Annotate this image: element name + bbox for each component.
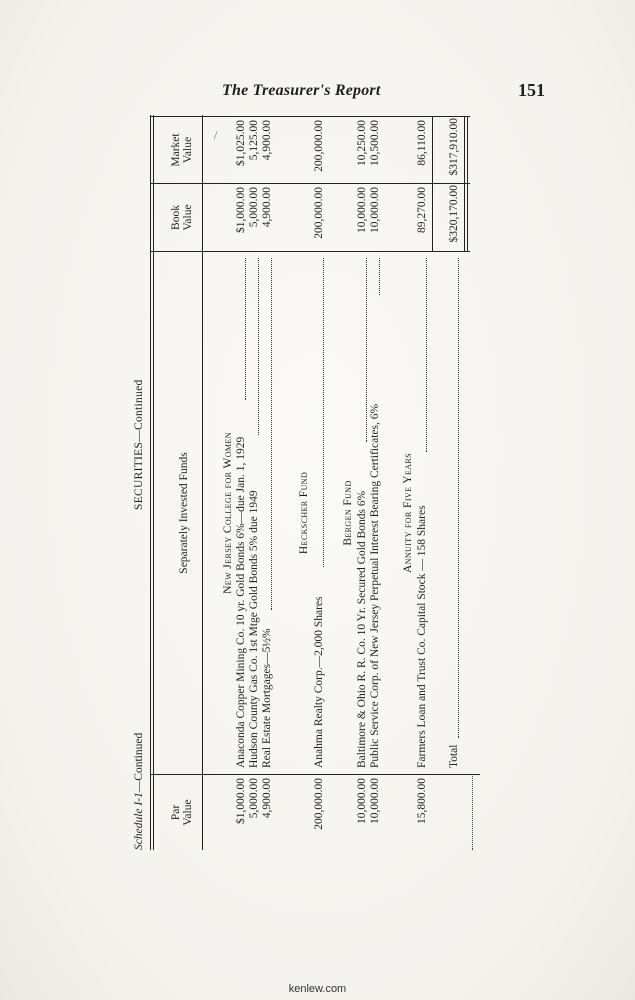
top-rule-double	[153, 115, 154, 850]
leader-dots	[258, 258, 259, 435]
schedule-label: Schedule I-1—Continued	[133, 732, 145, 850]
table-cell-book: 200,000.00	[313, 187, 325, 239]
leader-dots	[245, 258, 246, 400]
header-rule	[202, 115, 203, 850]
table-cell-book: 10,000.00	[369, 187, 381, 233]
pencil-mark: /	[214, 128, 218, 142]
table-cell-market: $1,025.00	[235, 120, 247, 166]
table-cell-description: Hudson County Gas Co. 1st Mtge Gold Bonds 5% due 1949	[248, 490, 260, 768]
table-cell-description: Baltimore & Ohio R. R. Co. 10 Yr. Secured Gold Bonds 6%	[356, 490, 368, 768]
table-cell-market: 5,125.00	[248, 120, 260, 161]
total-rule-double	[467, 117, 468, 251]
watermark: kenlew.com	[288, 983, 347, 995]
column-divider-market	[150, 183, 470, 184]
table-cell-par: $1,000.00	[235, 778, 247, 824]
table-cell-market: 10,250.00	[356, 120, 368, 166]
total-label: Total	[448, 744, 460, 768]
leader-dots	[366, 258, 367, 442]
table-cell-description: Farmers Loan and Trust Co. Capital Stock — 158 Shares	[416, 505, 428, 768]
table-cell-description: Real Estate Mortgages—5½%	[261, 628, 273, 768]
table-cell-book: $1,000.00	[235, 187, 247, 233]
subtotal-rule	[432, 117, 433, 251]
table-cell-market: 4,900.00	[261, 120, 273, 161]
leader-dots	[271, 258, 272, 610]
table-cell-book: 10,000.00	[356, 187, 368, 233]
page-number: 151	[518, 80, 545, 100]
table-cell-par: 15,800.00	[416, 778, 428, 824]
total-book-value: $320,170.00	[448, 185, 460, 243]
column-header-description: Separately Invested Funds	[178, 452, 190, 574]
section-heading: Annuity for Five Years	[402, 453, 414, 574]
leader-dots	[323, 258, 324, 567]
leader-dots	[458, 258, 459, 738]
table-cell-par: 10,000.00	[369, 778, 381, 824]
column-header-book: Book Value	[170, 204, 194, 231]
table-cell-market: 200,000.00	[313, 120, 325, 172]
table-cell-market: 10,500.00	[369, 120, 381, 166]
table-cell-description: Anahma Realty Corp.—2,000 Shares	[313, 596, 325, 768]
table-cell-market: 86,110.00	[416, 120, 428, 166]
section-heading: Bergen Fund	[342, 480, 354, 546]
top-rule	[150, 115, 151, 850]
table-cell-par: 4,900.00	[261, 778, 273, 819]
section-heading: New Jersey College for Women	[222, 432, 234, 594]
column-divider-book	[150, 251, 470, 252]
total-market-value: $317,910.00	[448, 118, 460, 176]
table-cell-book: 4,900.00	[261, 187, 273, 228]
leader-dots	[426, 258, 427, 452]
column-divider-par	[150, 774, 480, 775]
right-border	[150, 116, 470, 117]
table-cell-par: 10,000.00	[356, 778, 368, 824]
column-header-market: Market Value	[170, 133, 194, 167]
par-bottom-rule	[472, 774, 473, 850]
table-cell-book: 5,000.00	[248, 187, 260, 228]
table-cell-par: 5,000.00	[248, 778, 260, 819]
table-title: SECURITIES—Continued	[133, 379, 145, 510]
securities-table	[130, 115, 480, 850]
table-cell-description: Public Service Corp. of New Jersey Perpetual Interest Bearing Certificates, 6%	[369, 403, 381, 768]
table-cell-book: 89,270.00	[416, 187, 428, 233]
running-header-title: The Treasurer's Report	[222, 82, 381, 99]
table-cell-par: 200,000.00	[313, 778, 325, 830]
column-header-par: Par Value	[170, 799, 194, 826]
total-rule	[464, 117, 465, 251]
section-heading: Heckscher Fund	[298, 471, 310, 555]
leader-dots	[379, 258, 380, 295]
table-cell-description: Anaconda Copper Mining Co. 10 yr. Gold Bonds 6%—due Jan. 1, 1929	[235, 436, 247, 768]
